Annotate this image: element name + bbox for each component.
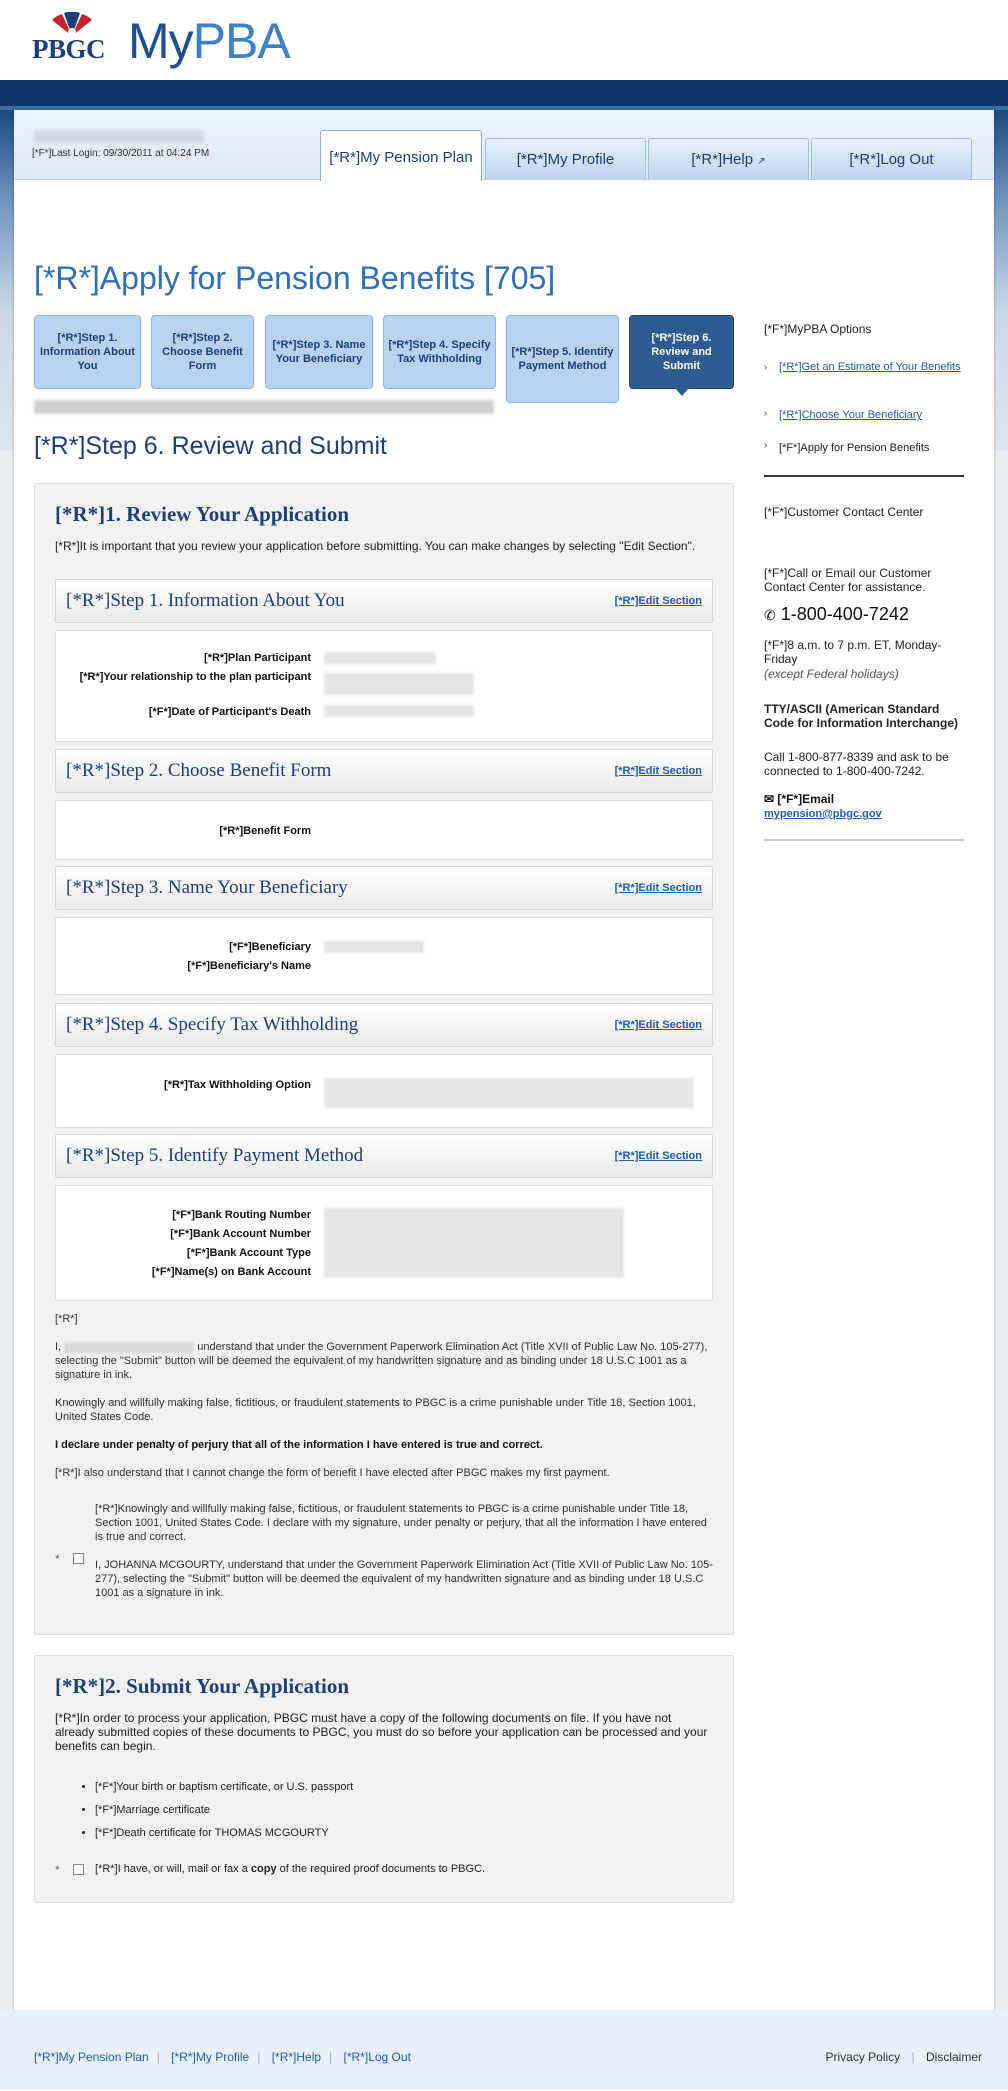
option-apply-current: [*F*]Apply for Pension Benefits <box>779 442 930 454</box>
section-header-step5 <box>55 1134 713 1178</box>
documents-confirm-text <box>95 1862 485 1876</box>
legal-perjury: I declare under penalty of perjury that all of the information I have entered is true and correct. <box>55 1439 543 1451</box>
header-band <box>0 80 1008 110</box>
email-link[interactable]: mypension@pbgc.gov <box>764 808 882 820</box>
field-label: [*F*]Beneficiary's Name <box>187 960 311 972</box>
checkbox-text-signature: I, JOHANNA MCGOURTY, understand that under the Government Paperwork Elimination Act (Title XVII of Public Law No. 105-277), selecting the "Submit" button will be deemed the equivalent of my handwritten signature and as binding under 18 U.S.C 1001 as a signature in ink. <box>95 1559 713 1599</box>
chevron-right-icon: › <box>764 408 768 419</box>
step-1-tab[interactable]: [*R*]Step 1. Information About You <box>34 315 141 389</box>
required-documents-list <box>95 1781 353 1850</box>
section-title: [*R*]Step 3. Name Your Beneficiary <box>66 877 348 898</box>
tab-my-pension-plan[interactable]: [*R*]My Pension Plan <box>320 130 482 181</box>
tab-strip <box>14 110 994 180</box>
footer-nav <box>34 2050 419 2064</box>
tab-log-out[interactable]: [*R*]Log Out <box>811 138 972 180</box>
section-body-step1 <box>55 630 713 742</box>
edit-section-link[interactable]: [*R*]Edit Section <box>614 1019 702 1031</box>
footer-link-help[interactable]: [*R*]Help <box>271 2050 322 2064</box>
footer-separator: | <box>329 2050 333 2064</box>
logo-text: PBGC <box>32 34 106 64</box>
section-title: [*R*]Step 4. Specify Tax Withholding <box>66 1014 359 1035</box>
site-header <box>0 0 1008 80</box>
options-title: [*F*]MyPBA Options <box>764 322 872 336</box>
edit-section-link[interactable]: [*R*]Edit Section <box>614 1150 702 1162</box>
confirm-text-copy: copy <box>250 1863 277 1875</box>
footer-separator: | <box>257 2050 261 2064</box>
field-label: [*F*]Date of Participant's Death <box>148 706 311 718</box>
legal-text: understand that under the Government Paperwork Elimination Act (Title XVII of Public Law No. 105-277), selecting the "Submit" button will be deemed the equivalent of my handwritten signature and as binding under 18 U.S.C 1001 as a signature in ink. <box>55 1341 708 1381</box>
tab-help[interactable] <box>648 138 809 180</box>
field-label: [*R*]Plan Participant <box>204 652 311 664</box>
step-5-tab[interactable]: [*R*]Step 5. Identify Payment Method <box>506 315 619 403</box>
field-label: [*F*]Bank Account Type <box>186 1247 311 1259</box>
app-title-my: My <box>128 13 193 69</box>
contact-hours: [*F*]8 a.m. to 7 p.m. ET, Monday-Friday <box>764 638 942 666</box>
tty-title: TTY/ASCII (American Standard Code for Information Interchange) <box>764 702 959 730</box>
disclaimer-link[interactable]: Disclaimer <box>925 2050 982 2064</box>
name-redacted <box>64 1342 194 1353</box>
external-link-icon: ↗ <box>757 156 766 167</box>
footer-separator: | <box>156 2050 160 2064</box>
field-value-redacted <box>324 705 474 717</box>
confirm-text-a: [*R*]I have, or will, mail or fax a <box>95 1863 251 1875</box>
required-star: * <box>55 1863 60 1877</box>
section-body-step4 <box>55 1054 713 1128</box>
option-beneficiary-link[interactable]: [*R*]Choose Your Beneficiary <box>779 409 923 421</box>
legal-benefit-form: [*R*]I also understand that I cannot change the form of benefit I have elected after PBGC makes my first payment. <box>55 1467 610 1479</box>
step-2-tab[interactable]: [*R*]Step 2. Choose Benefit Form <box>151 315 254 389</box>
app-title <box>128 12 290 70</box>
field-label: [*F*]Bank Account Number <box>170 1228 311 1240</box>
field-value-redacted <box>324 941 424 953</box>
field-value-redacted <box>324 1078 694 1108</box>
section-body-step5 <box>55 1185 713 1301</box>
option-estimate-link[interactable]: [*R*]Get an Estimate of Your Benefits <box>779 361 961 373</box>
legal-acknowledgement <box>55 1340 715 1382</box>
section-title: [*R*]Step 1. Information About You <box>66 590 345 611</box>
footer-link-pension-plan[interactable]: [*R*]My Pension Plan <box>34 2050 149 2064</box>
step-3-tab[interactable]: [*R*]Step 3. Name Your Beneficiary <box>265 315 373 389</box>
section-header-step4 <box>55 1003 713 1047</box>
legal-false-statements: Knowingly and willfully making false, fictitious, or fraudulent statements to PBGC is a crime punishable under Title 18, Section 1001, United States Code. <box>55 1397 696 1423</box>
edit-section-link[interactable]: [*R*]Edit Section <box>614 765 702 777</box>
footer-link-log-out[interactable]: [*R*]Log Out <box>343 2050 411 2064</box>
field-value-redacted <box>324 673 474 695</box>
plan-name-redacted <box>34 400 494 414</box>
edit-section-link[interactable]: [*R*]Edit Section <box>614 882 702 894</box>
divider <box>764 475 964 477</box>
divider <box>764 839 964 841</box>
step-4-tab[interactable]: [*R*]Step 4. Specify Tax Withholding <box>383 315 496 389</box>
footer-separator: | <box>911 2050 915 2064</box>
document-item: • [*F*]Death certificate for THOMAS MCGOURTY <box>95 1827 353 1839</box>
phone-icon: ✆ <box>764 607 776 623</box>
field-label: [*R*]Your relationship to the plan participant <box>79 671 311 683</box>
chevron-right-icon: › <box>764 440 768 451</box>
required-star: * <box>55 1552 60 1566</box>
review-intro: [*R*]It is important that you review your application before submitting. You can make changes by selecting "Edit Section". <box>55 539 696 553</box>
content-card <box>14 110 994 2010</box>
email-label: [*F*]Email <box>777 792 835 806</box>
section-title: [*R*]Step 5. Identify Payment Method <box>66 1145 364 1166</box>
review-title: [*R*]1. Review Your Application <box>55 502 349 526</box>
tty-text: Call 1-800-877-8339 and ask to be connected to 1-800-400-7242. <box>764 750 949 778</box>
field-label: [*R*]Tax Withholding Option <box>164 1079 311 1091</box>
submit-application-panel <box>34 1655 734 1903</box>
confirm-text-c: of the required proof documents to PBGC. <box>276 1863 486 1875</box>
app-title-pba: PBA <box>192 13 290 69</box>
field-value-redacted <box>324 1208 624 1278</box>
perjury-checkbox[interactable] <box>73 1553 84 1564</box>
footer-legal-links <box>825 2050 982 2064</box>
privacy-policy-link[interactable]: Privacy Policy <box>825 2050 901 2064</box>
last-login: [*F*]Last Login: 09/30/2011 at 04:24 PM <box>32 148 210 159</box>
email-label-row <box>764 792 834 806</box>
field-label: [*F*]Bank Routing Number <box>172 1209 311 1221</box>
tab-help-label: [*R*]Help <box>691 151 754 168</box>
step-6-tab[interactable]: [*R*]Step 6. Review and Submit <box>629 315 734 389</box>
documents-checkbox[interactable] <box>73 1864 84 1875</box>
section-header-step2 <box>55 749 713 793</box>
footer-link-profile[interactable]: [*R*]My Profile <box>171 2050 250 2064</box>
section-header-step3 <box>55 866 713 910</box>
account-name-redacted <box>34 130 204 143</box>
legal-prefix: I, <box>55 1341 62 1353</box>
section-title: [*R*]Step 2. Choose Benefit Form <box>66 760 332 781</box>
tab-my-profile[interactable]: [*R*]My Profile <box>485 138 646 180</box>
contact-hours-note: (except Federal holidays) <box>764 667 899 681</box>
field-label: [*F*]Beneficiary <box>229 941 311 953</box>
contact-intro: [*F*]Call or Email our Customer Contact Center for assistance. <box>764 566 932 594</box>
edit-section-link[interactable]: [*R*]Edit Section <box>614 595 702 607</box>
field-label: [*F*]Name(s) on Bank Account <box>151 1266 311 1278</box>
step-heading: [*R*]Step 6. Review and Submit <box>34 432 387 460</box>
field-label: [*R*]Benefit Form <box>219 825 311 837</box>
field-value-redacted <box>324 652 436 664</box>
page-title: [*R*]Apply for Pension Benefits [705] <box>34 260 556 296</box>
page-background <box>0 110 1008 2010</box>
section-header-step1 <box>55 579 713 623</box>
section-body-step3 <box>55 917 713 995</box>
contact-title: [*F*]Customer Contact Center <box>764 505 924 519</box>
document-item: • [*F*]Your birth or baptism certificate, or U.S. passport <box>95 1781 353 1793</box>
checkbox-text-statement: [*R*]Knowingly and willfully making false, fictitious, or fraudulent statements to PBGC is a crime punishable under Title 18, Section 1001, United States Code. I declare with my signature, under penalty or perjury, that all the information I have entered is true and correct. <box>95 1503 707 1543</box>
submit-title: [*R*]2. Submit Your Application <box>55 1674 350 1698</box>
eagle-fan-icon <box>48 12 96 36</box>
site-footer <box>0 2010 1008 2090</box>
review-application-panel <box>34 483 734 1635</box>
submit-intro: [*R*]In order to process your application, PBGC must have a copy of the following documents on file. If you have not already submitted copies of these documents to PBGC, you must do so before your application can be processed and your benefits can begin. <box>55 1711 708 1753</box>
phone-number: 1-800-400-7242 <box>780 604 909 624</box>
pbgc-logo[interactable] <box>32 12 112 62</box>
phone-row <box>764 604 909 625</box>
legal-tag: [*R*] <box>55 1313 78 1325</box>
chevron-right-icon: › <box>764 362 768 373</box>
envelope-icon: ✉ <box>764 792 775 806</box>
document-item: • [*F*]Marriage certificate <box>95 1804 353 1816</box>
section-body-step2 <box>55 800 713 860</box>
